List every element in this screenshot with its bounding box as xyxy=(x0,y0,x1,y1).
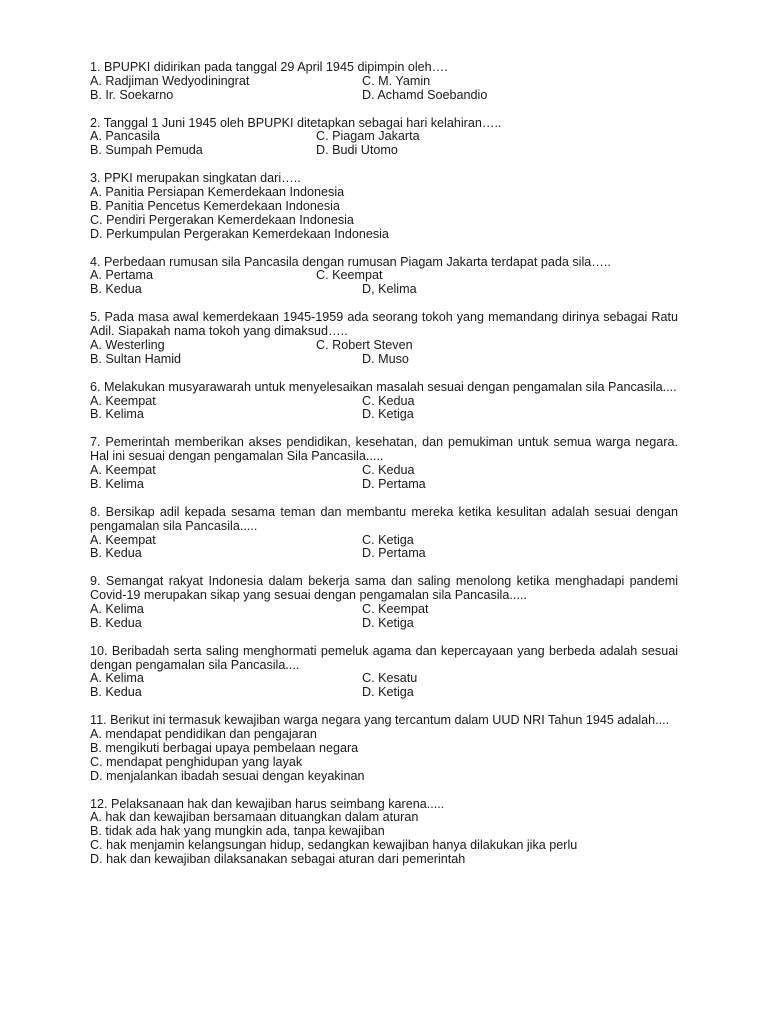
question-text: 9. Semangat rakyat Indonesia dalam bekerja sama dan saling menolong ketika menghadapi pandemi Covid-19 merupakan sikap yang sesuai dengan pengamalan sila Pancasila..... xyxy=(90,574,678,603)
option-b: B. Sultan Hamid xyxy=(90,351,181,366)
option-row xyxy=(90,353,678,367)
option-d: D. Pertama xyxy=(362,476,426,491)
question-9 xyxy=(90,575,678,631)
question-text: 5. Pada masa awal kemerdekaan 1945-1959 ada seorang tokoh yang memandang dirinya sebagai Ratu Adil. Siapakah nama tokoh yang dimaksud….. xyxy=(90,310,678,339)
option-row xyxy=(90,395,678,409)
option-c: C. Keempat xyxy=(316,268,383,283)
option-b: B. Kedua xyxy=(90,615,142,630)
question-text: 1. BPUPKI didirikan pada tanggal 29 April 1945 dipimpin oleh…. xyxy=(90,60,448,74)
option-c: C. Keempat xyxy=(362,602,429,616)
option-c: C. Piagam Jakarta xyxy=(316,129,420,144)
option-d: D. Budi Utomo xyxy=(316,143,398,158)
question-text: 10. Beribadah serta saling menghormati pemeluk agama dan kepercayaan yang berbeda adalah sesuai dengan pengamalan sila Pancasila.... xyxy=(90,643,678,672)
option-c: C. M. Yamin xyxy=(362,73,431,88)
option-b: B. tidak ada hak yang mungkin ada, tanpa kewajiban xyxy=(90,824,385,839)
option-d: D. Ketiga xyxy=(362,685,414,700)
option-d: D. Muso xyxy=(362,351,409,366)
option-a: A. Keempat xyxy=(90,463,156,478)
option-row xyxy=(90,283,678,297)
option-a: A. Westerling xyxy=(90,337,165,352)
option-b: B. Kedua xyxy=(90,685,142,700)
option-row xyxy=(90,686,678,700)
option-d: D. Ketiga xyxy=(362,407,414,422)
question-text: 6. Melakukan musyarawarah untuk menyelesaikan masalah sesuai dengan pengamalan sila Pancasila.... xyxy=(90,379,677,394)
question-text: 4. Perbedaan rumusan sila Pancasila dengan rumusan Piagam Jakarta terdapat pada sila….. xyxy=(90,254,611,269)
option-a: A. Keempat xyxy=(90,532,156,547)
option-row xyxy=(90,478,678,492)
option-c: C. Kedua xyxy=(362,463,415,478)
option-b: B. Kelima xyxy=(90,476,144,491)
option-row xyxy=(90,464,678,478)
option-d: D. hak dan kewajiban dilaksanakan sebagai aturan dari pemerintah xyxy=(90,852,466,867)
option-row xyxy=(90,547,678,561)
question-text: 11. Berikut ini termasuk kewajiban warga negara yang tercantum dalam UUD NRI Tahun 1945 adalah.... xyxy=(90,713,670,728)
option-row xyxy=(90,339,678,353)
question-10 xyxy=(90,645,678,701)
option-row xyxy=(90,269,678,283)
option-a: A. Panitia Persiapan Kemerdekaan Indonesia xyxy=(90,185,345,200)
option-d: D. Pertama xyxy=(362,546,426,561)
option-row xyxy=(90,75,678,89)
option-a: A. Radjiman Wedyodiningrat xyxy=(90,73,250,88)
question-8 xyxy=(90,506,678,562)
question-6 xyxy=(90,381,678,423)
option-d: D. menjalankan ibadah sesuai dengan keyakinan xyxy=(90,768,365,783)
option-c: C. Ketiga xyxy=(362,532,414,547)
option-c: C. mendapat penghidupan yang layak xyxy=(90,754,303,769)
option-a: A. Kelima xyxy=(90,602,144,616)
option-c: C. Kedua xyxy=(362,393,415,408)
option-a: A. Pancasila xyxy=(90,129,161,144)
option-b: B. Ir. Soekarno xyxy=(90,87,174,102)
option-c: C. Robert Steven xyxy=(316,337,413,352)
option-b: B. mengikuti berbagai upaya pembelaan negara xyxy=(90,740,359,755)
question-text: 7. Pemerintah memberikan akses pendidikan, kesehatan, dan pemukiman untuk semua warga negara. Hal ini sesuai dengan pengamalan Sila Pancasila..... xyxy=(90,435,678,464)
option-b: B. Kedua xyxy=(90,546,142,561)
option-d: D. Ketiga xyxy=(362,615,414,630)
option-c: C. hak menjamin kelangsungan hidup, sedangkan kewajiban hanya dilakukan jika perlu xyxy=(90,838,578,853)
question-1 xyxy=(90,61,678,103)
option-row xyxy=(90,617,678,631)
question-text: 8. Bersikap adil kepada sesama teman dan membantu mereka ketika kesulitan adalah sesuai dengan pengamalan sila Pancasila..... xyxy=(90,504,678,533)
question-text: 12. Pelaksanaan hak dan kewajiban harus seimbang karena..... xyxy=(90,796,445,811)
option-c: C. Pendiri Pergerakan Kemerdekaan Indonesia xyxy=(90,212,354,227)
question-4 xyxy=(90,256,678,298)
option-row xyxy=(90,672,678,686)
option-a: A. Kelima xyxy=(90,671,144,686)
option-d: D. Achamd Soebandio xyxy=(362,87,488,102)
option-row xyxy=(90,89,678,103)
option-row xyxy=(90,603,678,617)
question-12 xyxy=(90,798,678,868)
option-d: D. Perkumpulan Pergerakan Kemerdekaan Indonesia xyxy=(90,226,389,241)
option-a: A. Pertama xyxy=(90,268,153,283)
option-row xyxy=(90,534,678,548)
option-b: B. Kedua xyxy=(90,282,142,297)
option-a: A. mendapat pendidikan dan pengajaran xyxy=(90,727,317,742)
option-d: D, Kelima xyxy=(362,282,417,297)
question-list xyxy=(90,61,678,881)
question-2 xyxy=(90,117,678,159)
question-5 xyxy=(90,311,678,367)
question-7 xyxy=(90,436,678,492)
option-row xyxy=(90,144,678,158)
option-b: B. Kelima xyxy=(90,407,144,422)
option-b: B. Panitia Pencetus Kemerdekaan Indonesia xyxy=(90,198,340,213)
question-text: 2. Tanggal 1 Juni 1945 oleh BPUPKI ditetapkan sebagai hari kelahiran….. xyxy=(90,115,502,130)
option-a: A. Keempat xyxy=(90,393,156,408)
question-3 xyxy=(90,172,678,242)
option-row xyxy=(90,408,678,422)
question-11 xyxy=(90,714,678,784)
option-row xyxy=(90,130,678,144)
option-a: A. hak dan kewajiban bersamaan dituangkan dalam aturan xyxy=(90,810,419,825)
option-b: B. Sumpah Pemuda xyxy=(90,143,203,158)
option-c: C. Kesatu xyxy=(362,671,418,686)
question-text: 3. PPKI merupakan singkatan dari….. xyxy=(90,171,301,186)
